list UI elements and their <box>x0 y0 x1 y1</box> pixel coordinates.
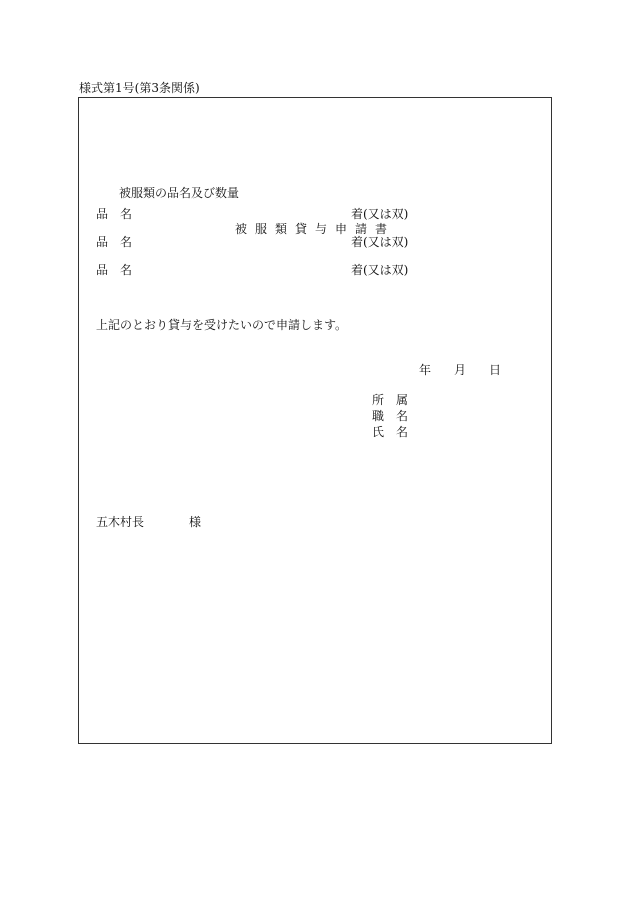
form-title: 被服類貸与申請書 <box>234 222 395 236</box>
addressee-honorific: 様 <box>189 515 202 529</box>
form-frame <box>78 97 552 744</box>
applicant-affiliation: 所属 <box>372 393 421 407</box>
applicant-name: 氏名 <box>372 425 421 439</box>
item-label-3: 品名 <box>96 263 145 277</box>
statement: 上記のとおり貸与を受けたいので申請します。 <box>96 318 348 332</box>
items-heading: 被服類の品名及び数量 <box>119 186 240 200</box>
date-year: 年 <box>419 363 432 377</box>
item-unit-3: 着(又は双) <box>351 263 409 277</box>
item-unit-1: 着(又は双) <box>351 207 409 221</box>
item-label-2: 品名 <box>96 235 145 249</box>
item-label-1: 品名 <box>96 207 145 221</box>
addressee-name: 五木村長 <box>96 515 145 529</box>
applicant-position: 職名 <box>372 409 421 423</box>
date-day: 日 <box>489 363 502 377</box>
form-number: 様式第1号(第3条関係) <box>79 81 200 95</box>
item-unit-2: 着(又は双) <box>351 235 409 249</box>
date-month: 月 <box>454 363 467 377</box>
